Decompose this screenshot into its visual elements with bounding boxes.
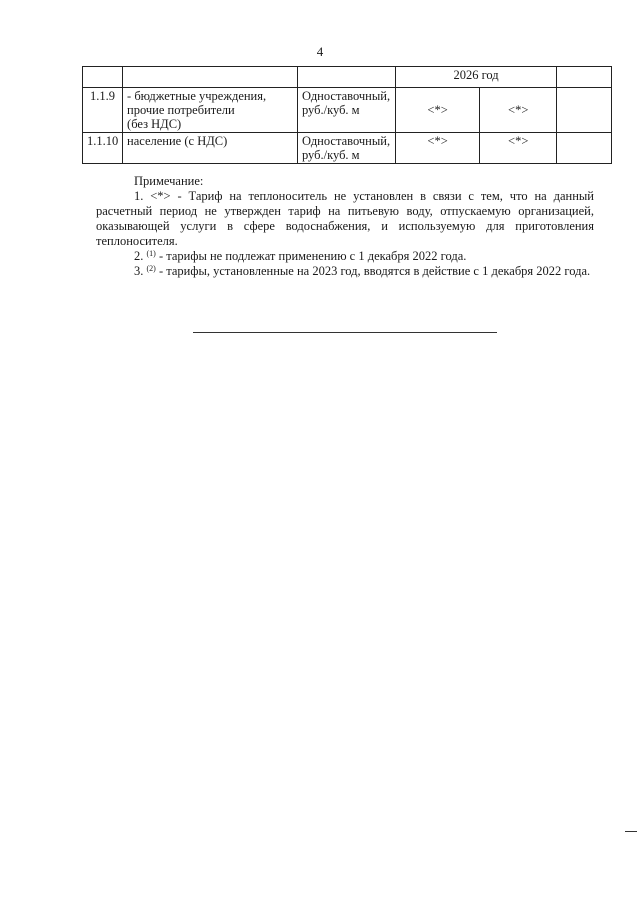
notes-section xyxy=(96,174,594,279)
row-value-1: <*> xyxy=(395,133,479,164)
row-unit xyxy=(297,133,395,164)
footnote-marker-2: (2) xyxy=(146,264,156,273)
table-row xyxy=(83,133,612,164)
header-cell-extra xyxy=(557,67,612,88)
footnote-marker-1: (1) xyxy=(146,249,156,258)
note-item-3-prefix: 3. xyxy=(134,264,147,278)
table-row xyxy=(83,88,612,133)
row-consumer-line: прочие потребители xyxy=(127,103,235,117)
row-consumer-line: население (с НДС) xyxy=(127,134,228,148)
header-year: 2026 год xyxy=(395,67,556,88)
row-value-3 xyxy=(557,88,612,133)
tariff-table xyxy=(82,66,612,164)
row-value-2: <*> xyxy=(480,133,557,164)
row-value-2: <*> xyxy=(480,88,557,133)
notes-heading: Примечание: xyxy=(134,174,204,188)
row-consumer-line: - бюджетные учреждения, xyxy=(127,89,267,103)
row-value-1: <*> xyxy=(395,88,479,133)
margin-mark xyxy=(625,831,637,832)
note-item-1: 1. <*> - Тариф на теплоноситель не установлен в связи с тем, что на данный расчетный период не утвержден тариф на питьевую воду, отпускаемую организацией, оказывающей услуги в сфере водоснабжения, и используемую для приготовления теплоносителя. xyxy=(96,189,594,248)
row-consumer-line: (без НДС) xyxy=(127,117,182,131)
page-number: 4 xyxy=(316,44,324,59)
header-cell-num xyxy=(83,67,123,88)
table-header-row xyxy=(83,67,612,88)
row-unit-line: Одноставочный, xyxy=(301,89,391,103)
note-item-3 xyxy=(96,264,594,279)
note-item-2-text: - тарифы не подлежат применению с 1 декабря 2022 года. xyxy=(155,249,467,263)
note-item-3-text: - тарифы, установленные на 2023 год, вводятся в действие с 1 декабря 2022 года. xyxy=(155,264,591,278)
row-unit-line: Одноставочный, xyxy=(301,134,391,148)
header-cell-unit xyxy=(297,67,395,88)
row-number: 1.1.10 xyxy=(83,133,123,164)
row-consumer xyxy=(123,88,298,133)
note-item-2 xyxy=(96,249,594,264)
row-number: 1.1.9 xyxy=(83,88,123,133)
note-item-2-prefix: 2. xyxy=(134,249,147,263)
end-separator-line xyxy=(193,332,497,333)
row-unit-line: руб./куб. м xyxy=(301,148,360,162)
row-consumer xyxy=(123,133,298,164)
row-value-3 xyxy=(557,133,612,164)
row-unit xyxy=(297,88,395,133)
header-cell-name xyxy=(123,67,298,88)
row-unit-line: руб./куб. м xyxy=(301,103,360,117)
